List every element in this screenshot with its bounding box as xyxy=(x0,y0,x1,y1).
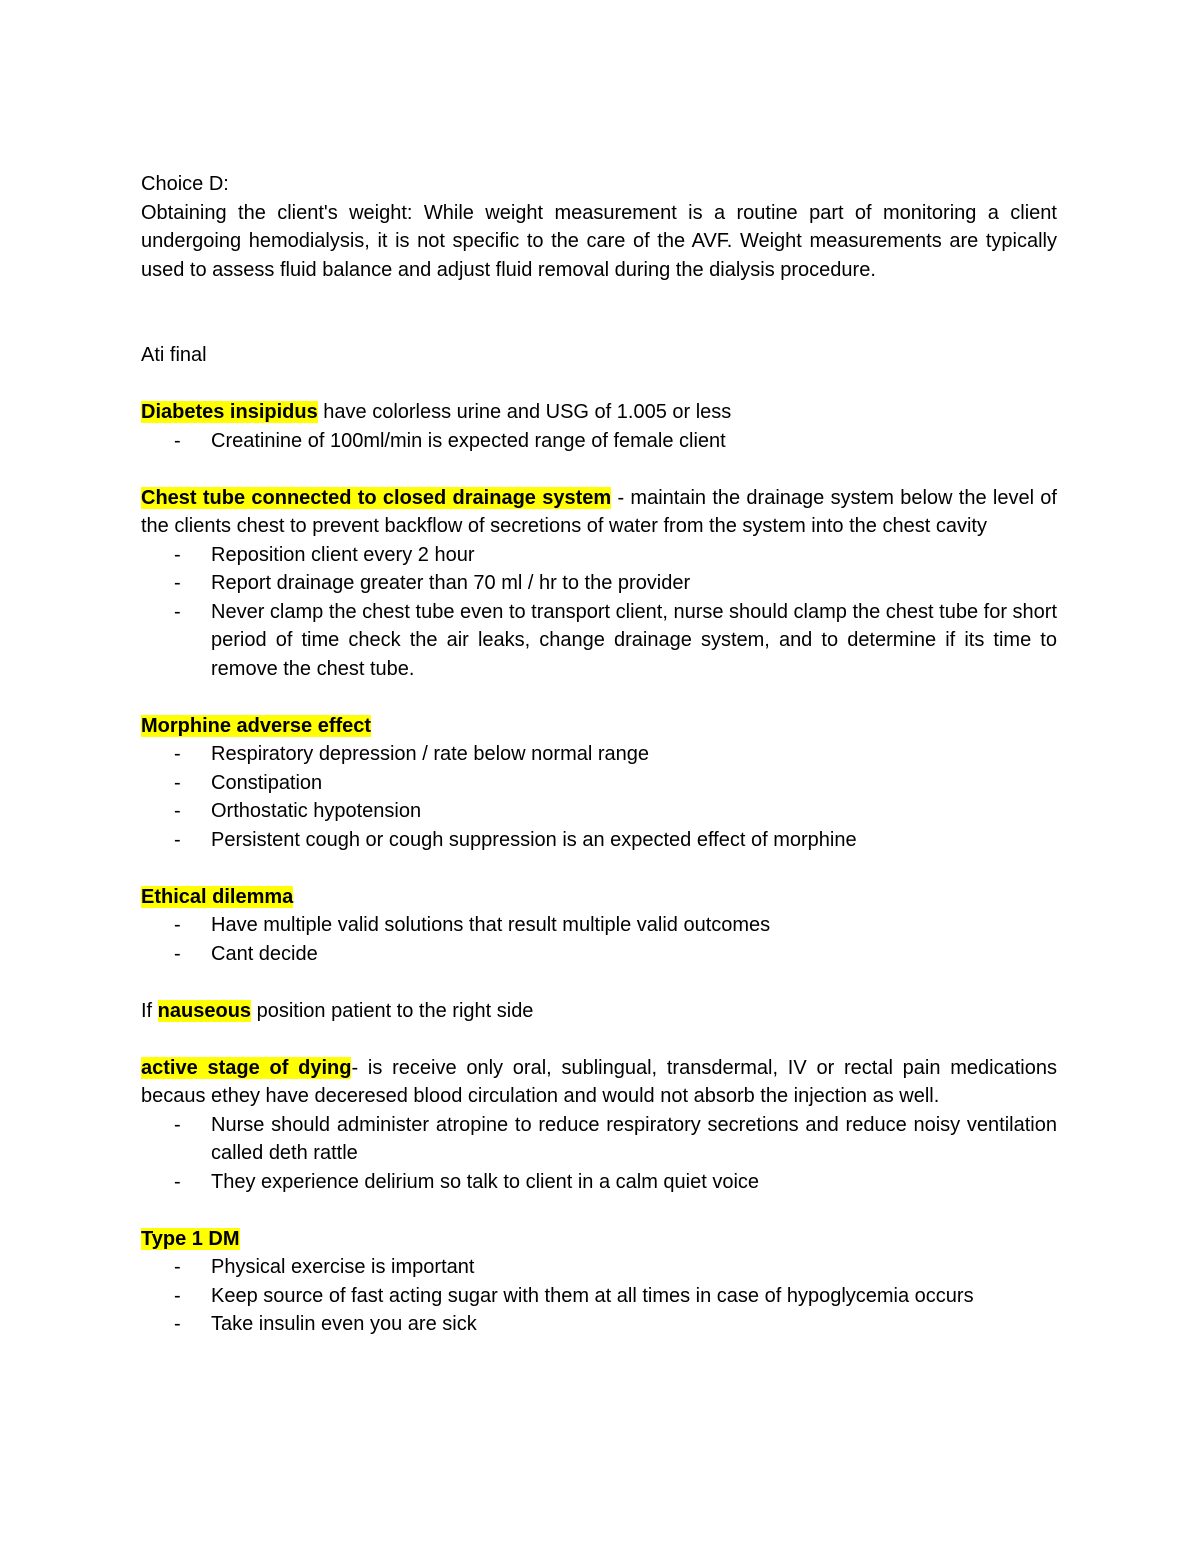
diabetes-rest: have colorless urine and USG of 1.005 or less xyxy=(317,401,732,423)
dying-line xyxy=(141,1054,1057,1111)
nauseous-line xyxy=(141,997,1057,1026)
chest-tube-term: Chest tube connected to closed drainage system xyxy=(141,486,612,509)
list-item-text: Physical exercise is important xyxy=(211,1256,475,1278)
nauseous-term: nauseous xyxy=(157,999,252,1022)
morphine-list xyxy=(141,740,1057,854)
list-item xyxy=(141,1310,1057,1339)
dash-bullet: - xyxy=(174,1170,181,1193)
list-item xyxy=(141,940,1057,969)
list-item xyxy=(141,826,1057,855)
dying-rest: - is receive only oral, sublingual, transdermal, IV or rectal pain medications becaus ethey have deceresed blood circulation and would not absorb the injection as well. xyxy=(141,1056,1057,1107)
diabetes-line xyxy=(141,398,1057,427)
choice-d-body: Obtaining the client's weight: While weight measurement is a routine part of monitoring a client undergoing hemodialysis, it is not specific to the care of the AVF. Weight measurements are typically used to assess fluid balance and adjust fluid removal during the dialysis procedure. xyxy=(141,201,1057,281)
section-title: Ati final xyxy=(141,344,207,366)
dying-term: active stage of dying xyxy=(141,1056,352,1079)
list-item-text: Reposition client every 2 hour xyxy=(211,543,475,566)
list-item-text: Take insulin even you are sick xyxy=(211,1313,477,1335)
list-item xyxy=(141,598,1057,684)
list-item xyxy=(141,769,1057,798)
dash-bullet: - xyxy=(174,1313,181,1335)
dash-bullet: - xyxy=(174,1284,181,1307)
list-item-text: Respiratory depression / rate below normal range xyxy=(211,743,649,765)
list-item-text: Never clamp the chest tube even to transport client, nurse should clamp the chest tube for short period of time check the air leaks, change drainage system, and to determine if its time to remove the chest tube. xyxy=(211,600,1058,680)
chest-tube-list xyxy=(141,541,1057,684)
list-item xyxy=(141,797,1057,826)
diabetes-term: Diabetes insipidus xyxy=(141,401,318,423)
list-item xyxy=(141,1111,1057,1168)
dash-bullet: - xyxy=(174,942,181,965)
list-item-text: Have multiple valid solutions that result multiple valid outcomes xyxy=(211,914,771,936)
list-item-text: Creatinine of 100ml/min is expected range of female client xyxy=(211,429,726,452)
dash-bullet: - xyxy=(174,1113,181,1136)
dash-bullet: - xyxy=(174,771,181,794)
type1dm-list xyxy=(141,1253,1057,1339)
list-item-text: Report drainage greater than 70 ml / hr to the provider xyxy=(211,572,691,594)
morphine-line xyxy=(141,712,1057,741)
morphine-term: Morphine adverse effect xyxy=(141,714,372,737)
list-item-text: They experience delirium so talk to client in a calm quiet voice xyxy=(211,1170,760,1193)
type1dm-term: Type 1 DM xyxy=(141,1227,240,1250)
list-item xyxy=(141,740,1057,769)
list-item xyxy=(141,1168,1057,1197)
ethical-list xyxy=(141,911,1057,968)
list-item-text: Orthostatic hypotension xyxy=(211,800,422,822)
list-item xyxy=(141,1282,1057,1311)
dash-bullet: - xyxy=(174,914,181,936)
list-item-text: Cant decide xyxy=(211,942,318,965)
dash-bullet: - xyxy=(174,572,181,594)
dash-bullet: - xyxy=(174,1256,181,1278)
ethical-term: Ethical dilemma xyxy=(141,885,294,908)
list-item xyxy=(141,911,1057,940)
ethical-line xyxy=(141,883,1057,912)
list-item xyxy=(141,427,1057,456)
choice-d-heading: Choice D: xyxy=(141,173,229,195)
type1dm-line xyxy=(141,1225,1057,1254)
nauseous-prefix: If xyxy=(141,999,158,1022)
dash-bullet: - xyxy=(174,800,181,822)
list-item-text: Keep source of fast acting sugar with them at all times in case of hypoglycemia occurs xyxy=(211,1284,974,1307)
list-item-text: Constipation xyxy=(211,771,323,794)
dying-list xyxy=(141,1111,1057,1197)
dash-bullet: - xyxy=(174,743,181,765)
list-item xyxy=(141,541,1057,570)
list-item xyxy=(141,569,1057,598)
dash-bullet: - xyxy=(174,600,181,623)
dash-bullet: - xyxy=(174,543,181,566)
dash-bullet: - xyxy=(174,429,181,452)
chest-tube-line xyxy=(141,484,1057,541)
nauseous-rest: position patient to the right side xyxy=(251,999,534,1022)
list-item-text: Nurse should administer atropine to reduce respiratory secretions and reduce noisy ventilation called deth rattle xyxy=(211,1113,1057,1164)
document-page xyxy=(141,170,1057,1339)
list-item xyxy=(141,1253,1057,1282)
list-item-text: Persistent cough or cough suppression is an expected effect of morphine xyxy=(211,828,857,851)
chest-tube-rest: - maintain the drainage system below the level of the clients chest to prevent backflow of secretions of water from the system into the chest cavity xyxy=(141,486,1057,537)
diabetes-list xyxy=(141,427,1057,456)
dash-bullet: - xyxy=(174,828,181,851)
